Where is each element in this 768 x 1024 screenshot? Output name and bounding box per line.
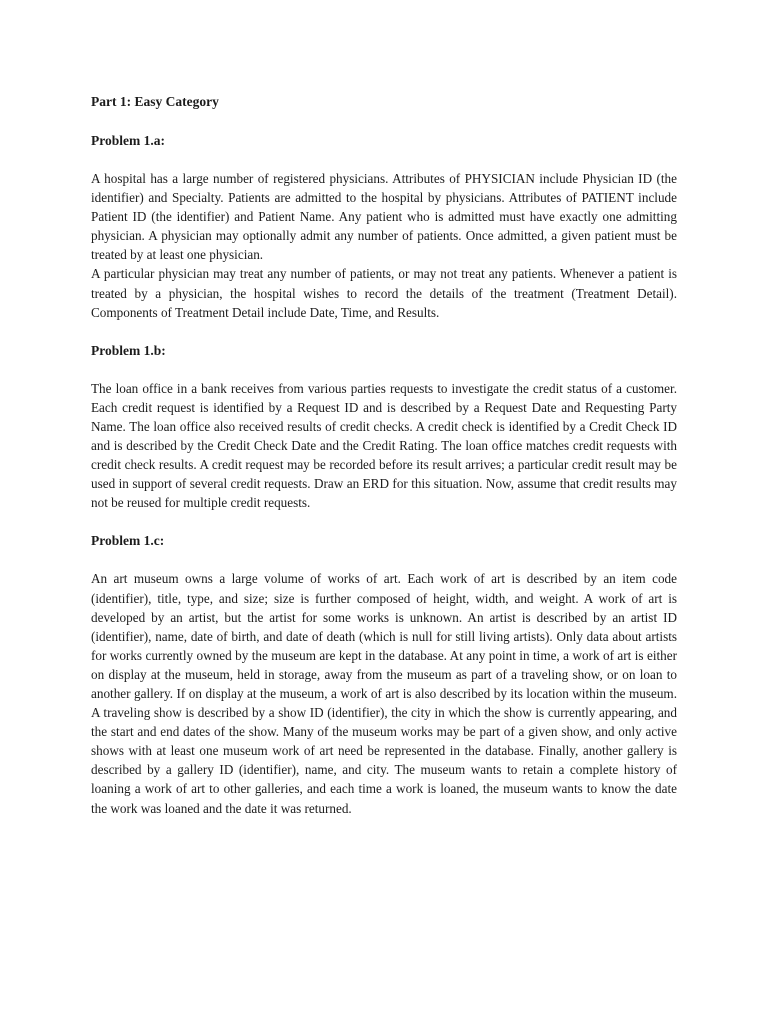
problem-1a-paragraph-1: A hospital has a large number of registered physicians. Attributes of PHYSICIAN include Physician ID (the identifier) and Specialty. Patients are admitted to the hospital by physicians. Attributes of PATIENT include Patient ID (the identifier) and Patient Name. Any patient who is admitted must have exactly one admitting physician. A physician may optionally admit any number of patients. Once admitted, a given patient must be treated by at least one physician. bbox=[91, 171, 677, 263]
part-title: Part 1: Easy Category bbox=[91, 94, 219, 109]
problem-1a-title: Problem 1.a: bbox=[91, 133, 165, 148]
problem-1b-body bbox=[91, 379, 677, 513]
problem-1c-body bbox=[91, 569, 677, 817]
document-content bbox=[91, 92, 677, 837]
problem-1b-title: Problem 1.b: bbox=[91, 342, 166, 358]
problem-1c-paragraph-1: An art museum owns a large volume of works of art. Each work of art is described by an item code (identifier), title, type, and size; size is further composed of height, width, and weight. A work of art is developed by an artist, but the artist for some works is unknown. An artist is described by an artist ID (identifier), name, date of birth, and date of death (which is null for still living artists). Only data about artists for works currently owned by the museum are kept in the database. At any point in time, a work of art is either on display at the museum, held in storage, away from the museum as part of a traveling show, or on loan to another gallery. If on display at the museum, a work of art is also described by its location within the museum. A traveling show is described by a show ID (identifier), the city in which the show is currently appearing, and the start and end dates of the show. Many of the museum works may be part of a given show, and only active shows with at least one museum work of art need be represented in the database. Finally, another gallery is described by a gallery ID (identifier), name, and city. The museum wants to retain a complete history of loaning a work of art to other galleries, and each time a work is loaned, the museum wants to know the date the work was loaned and the date it was returned. bbox=[91, 571, 677, 816]
problem-1b-paragraph-1: The loan office in a bank receives from various parties requests to investigate the credit status of a customer. Each credit request is identified by a Request ID and is described by a Request Date and Requesting Party Name. The loan office also received results of credit checks. A credit check is identified by a Credit Check ID and is described by the Credit Check Date and the Credit Rating. The loan office matches credit requests with credit check results. A credit request may be recorded before its result arrives; a particular credit result may be used in support of several credit requests. Draw an ERD for this situation. Now, assume that credit results may not be reused for multiple credit requests. bbox=[91, 380, 677, 511]
problem-1a-body bbox=[91, 169, 677, 322]
problem-1a-paragraph-2: A particular physician may treat any number of patients, or may not treat any patients. Whenever a patient is treated by a physician, the hospital wishes to record the details of the treatment (Treatment Detail). Components of Treatment Detail include Date, Time, and Results. bbox=[91, 266, 677, 320]
problem-1c-title: Problem 1.c: bbox=[91, 533, 165, 549]
